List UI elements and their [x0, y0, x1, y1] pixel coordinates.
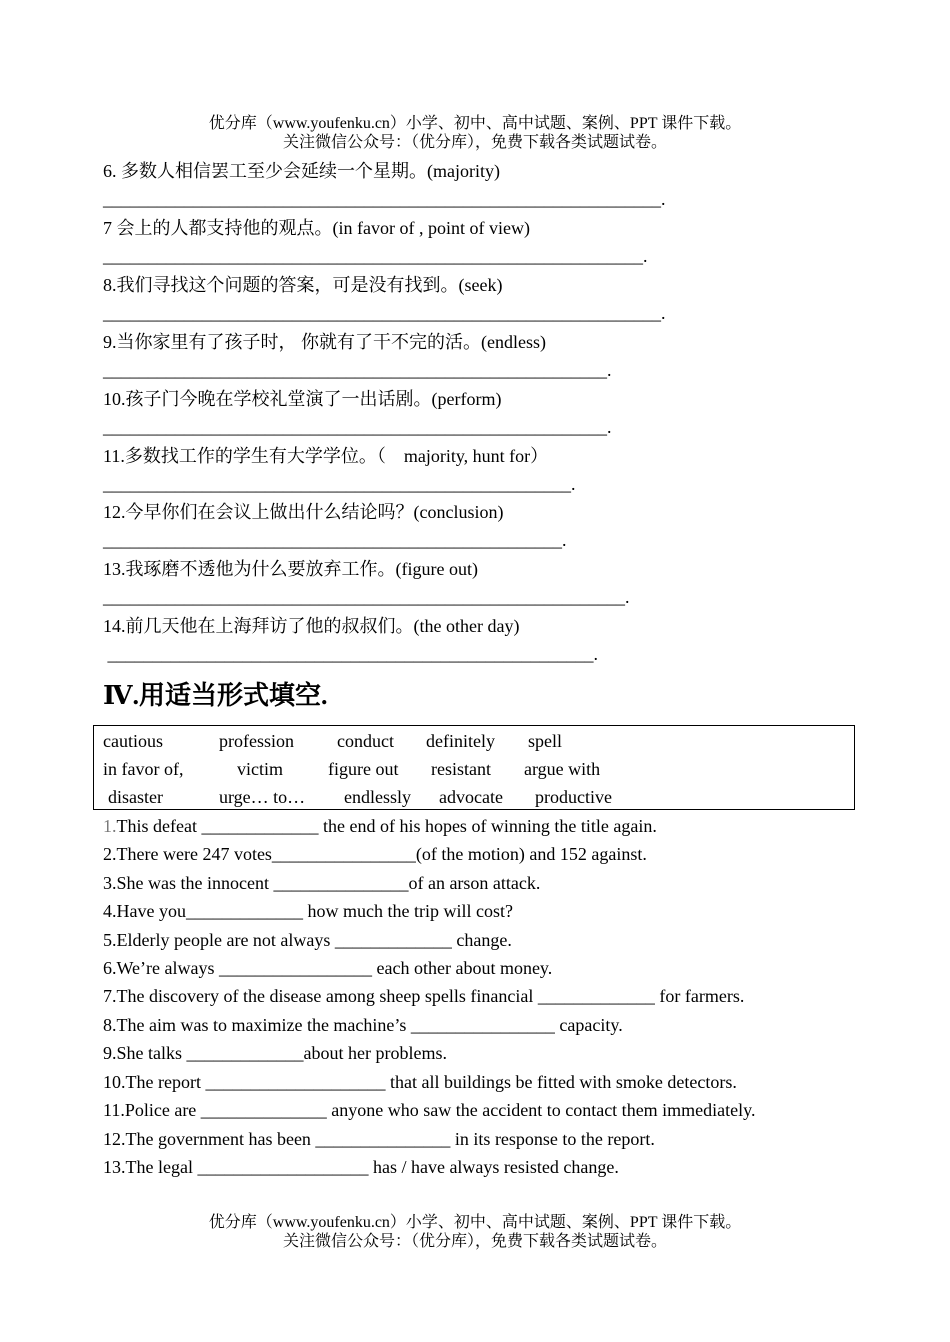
- translation-answer-11: ____________________________________________________.: [103, 474, 576, 494]
- fill-item-13: 13.The legal ___________________ has / have always resisted change.: [103, 1157, 619, 1177]
- fill-item-9: 9.She talks _____________about her problems.: [103, 1043, 447, 1063]
- translation-answer-8: ______________________________________________________________.: [103, 303, 666, 323]
- translation-answer-7: ____________________________________________________________.: [103, 246, 648, 266]
- translation-question-12: 12.今早你们在会议上做出什么结论吗？(conclusion): [103, 502, 504, 522]
- word-bank-word: victim: [237, 759, 283, 779]
- translation-question-13: 13.我琢磨不透他为什么要放弃工作。(figure out): [103, 559, 478, 579]
- fill-item-3: 3.She was the innocent _______________of an arson attack.: [103, 873, 541, 893]
- translation-answer-12: ___________________________________________________.: [103, 530, 567, 550]
- translation-answer-9: ________________________________________________________.: [103, 360, 612, 380]
- section-title: Ⅳ.用适当形式填空.: [103, 681, 328, 710]
- word-bank-word: figure out: [328, 759, 399, 779]
- translation-answer-14: ______________________________________________________.: [103, 644, 598, 664]
- fill-item-7: 7.The discovery of the disease among sheep spells financial _____________ for farmers.: [103, 986, 745, 1006]
- fill-item-11: 11.Police are ______________ anyone who saw the accident to contact them immediately.: [103, 1100, 756, 1120]
- fill-item-number: 1.: [103, 816, 117, 836]
- word-bank-word: productive: [535, 787, 612, 807]
- translation-answer-10: ________________________________________________________.: [103, 417, 612, 437]
- word-bank-box: [93, 725, 855, 810]
- word-bank-word: cautious: [103, 731, 163, 751]
- word-bank-word: disaster: [108, 787, 163, 807]
- word-bank-word: advocate: [439, 787, 503, 807]
- translation-question-14: 14.前几天他在上海拜访了他的叔叔们。(the other day): [103, 616, 520, 636]
- translation-question-9: 9.当你家里有了孩子时， 你就有了干不完的活。(endless): [103, 332, 546, 352]
- word-bank-word: profession: [219, 731, 294, 751]
- word-bank-word: argue with: [524, 759, 601, 779]
- fill-item-1: [103, 815, 657, 837]
- fill-item-6: 6.We’re always _________________ each other about money.: [103, 958, 553, 978]
- translation-question-6: 6. 多数人相信罢工至少会延续一个星期。(majority): [103, 161, 500, 181]
- fill-item-4: 4.Have you_____________ how much the trip will cost?: [103, 901, 513, 921]
- fill-item-2: 2.There were 247 votes________________(of the motion) and 152 against.: [103, 844, 647, 864]
- header-line-2: 关注微信公众号：（优分库），免费下载各类试题试卷。: [282, 134, 667, 151]
- fill-item-8: 8.The aim was to maximize the machine’s ________________ capacity.: [103, 1015, 623, 1035]
- fill-item-12: 12.The government has been _______________ in its response to the report.: [103, 1129, 655, 1149]
- translation-question-10: 10.孩子门今晚在学校礼堂演了一出话剧。(perform): [103, 389, 502, 409]
- word-bank-word: spell: [528, 731, 562, 751]
- translation-answer-6: ______________________________________________________________.: [103, 189, 666, 209]
- word-bank-word: resistant: [431, 759, 491, 779]
- word-bank-word: conduct: [337, 731, 394, 751]
- word-bank-word: definitely: [426, 731, 495, 751]
- fill-item-10: 10.The report ____________________ that all buildings be fitted with smoke detectors.: [103, 1072, 737, 1092]
- footer-line-1: 优分库（www.youfenku.cn）小学、初中、高中试题、案例、PPT 课件下载。: [208, 1214, 742, 1231]
- header-line-1: 优分库（www.youfenku.cn）小学、初中、高中试题、案例、PPT 课件下载。: [208, 115, 742, 132]
- translation-question-11: 11.多数找工作的学生有大学学位。（ majority, hunt for）: [103, 446, 549, 466]
- word-bank-word: endlessly: [344, 787, 411, 807]
- translation-question-8: 8.我们寻找这个问题的答案，可是没有找到。(seek): [103, 275, 503, 295]
- fill-item-text: This defeat _____________ the end of his hopes of winning the title again.: [116, 816, 657, 836]
- fill-item-5: 5.Elderly people are not always _____________ change.: [103, 930, 512, 950]
- footer-line-2: 关注微信公众号：（优分库），免费下载各类试题试卷。: [282, 1233, 667, 1250]
- translation-question-7: 7 会上的人都支持他的观点。(in favor of , point of view): [103, 218, 530, 238]
- word-bank-word: urge… to…: [219, 787, 306, 807]
- word-bank-word: in favor of,: [103, 759, 184, 779]
- translation-answer-13: __________________________________________________________.: [103, 587, 630, 607]
